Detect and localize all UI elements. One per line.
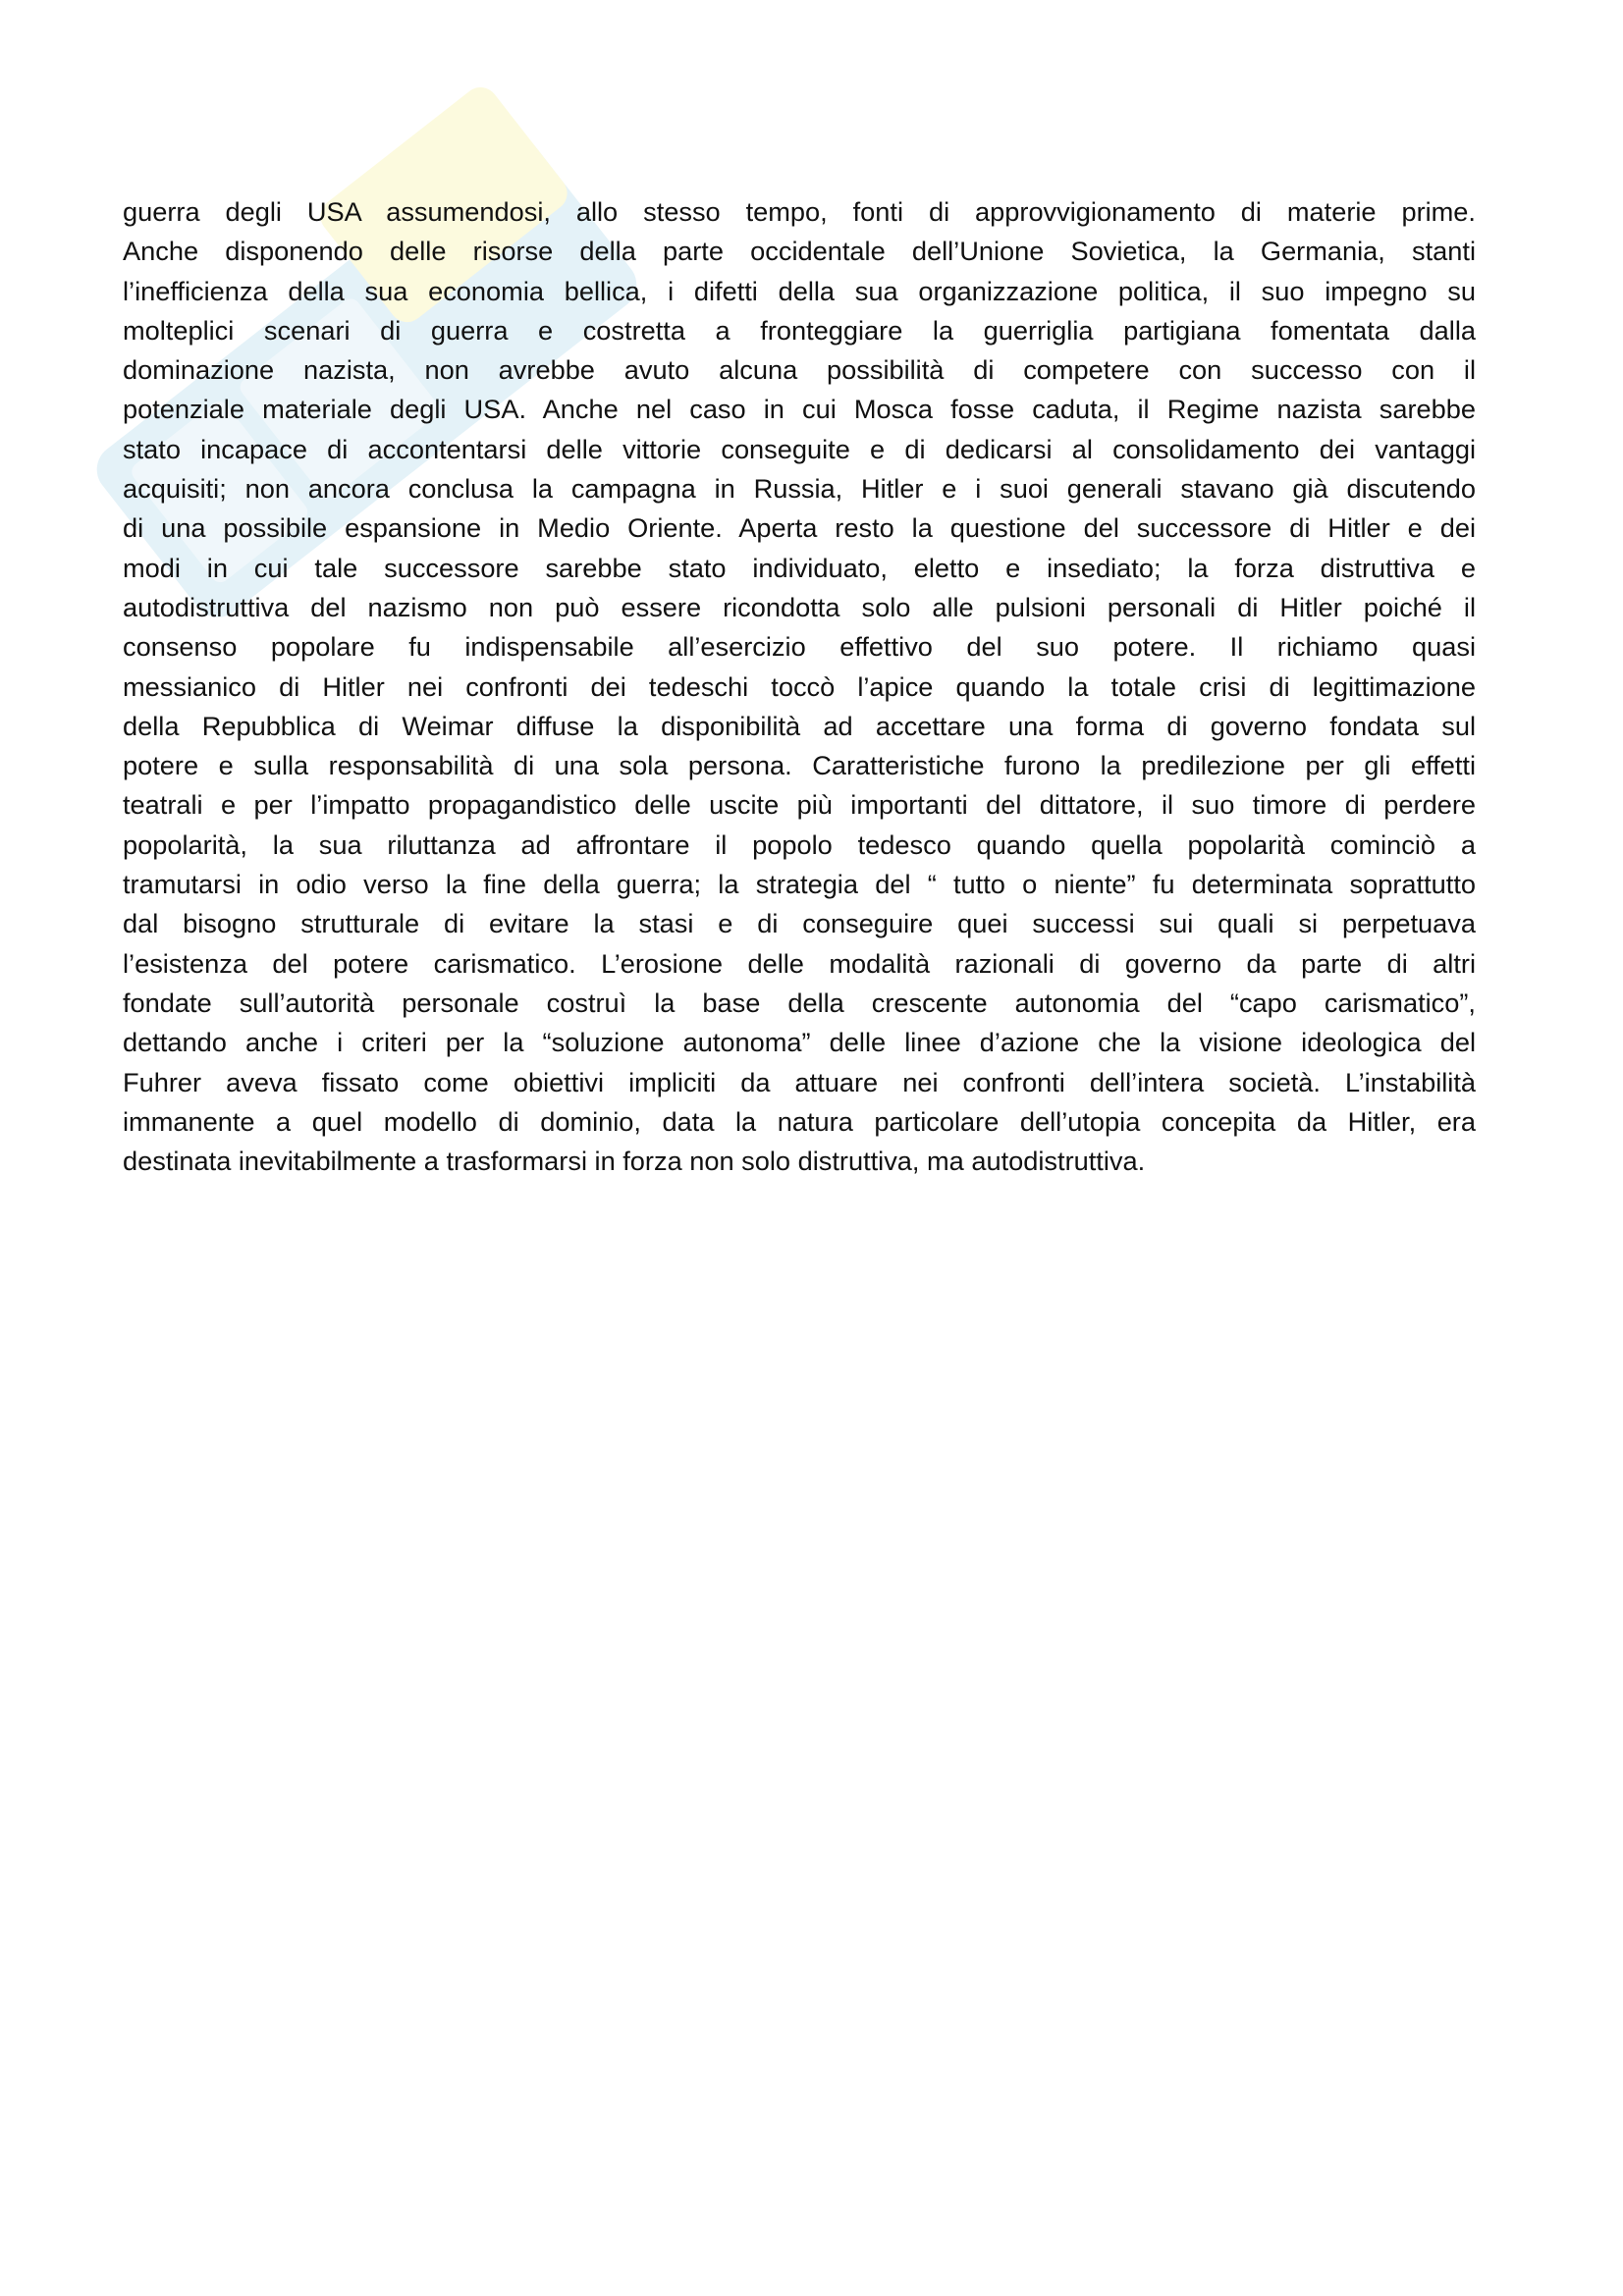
text-line: della Repubblica di Weimar diffuse la disponibilità ad accettare una forma di governo fondata sul	[123, 710, 1476, 741]
text-line: destinata inevitabilmente a trasformarsi in forza non solo distruttiva, ma autodistruttiva.	[123, 1146, 1146, 1177]
text-line: stato incapace di accontentarsi delle vittorie conseguite e di dedicarsi al consolidamento dei vantaggi	[123, 433, 1476, 464]
text-line: acquisiti; non ancora conclusa la campagna in Russia, Hitler e i suoi generali stavano già discutendo	[123, 473, 1476, 505]
text-line: consenso popolare fu indispensabile all’esercizio effettivo del suo potere. Il richiamo quasi	[123, 631, 1476, 663]
text-line: potere e sulla responsabilità di una sola persona. Caratteristiche furono la predilezione per gli effetti	[123, 750, 1476, 781]
text-line: messianico di Hitler nei confronti dei tedeschi toccò l’apice quando la totale crisi di legittimazione	[123, 670, 1476, 702]
text-line: tramutarsi in odio verso la fine della guerra; la strategia del “ tutto o niente” fu determinata soprattutto	[123, 869, 1476, 900]
text-line: l’inefficienza della sua economia bellica, i difetti della sua organizzazione politica, il suo impegno su	[123, 275, 1476, 306]
text-line: popolarità, la sua riluttanza ad affrontare il popolo tedesco quando quella popolarità cominciò a	[123, 828, 1476, 860]
text-line: modi in cui tale successore sarebbe stato individuato, eletto e insediato; la forza distruttiva e	[123, 552, 1476, 583]
text-line: Anche disponendo delle risorse della parte occidentale dell’Unione Sovietica, la Germania, stanti	[123, 236, 1476, 267]
text-line: dominazione nazista, non avrebbe avuto alcuna possibilità di competere con successo con il	[123, 354, 1476, 386]
text-line: immanente a quel modello di dominio, data la natura particolare dell’utopia concepita da Hitler, era	[123, 1105, 1476, 1137]
text-line: molteplici scenari di guerra e costretta a fronteggiare la guerriglia partigiana fomentata dalla	[123, 314, 1476, 346]
text-line: fondate sull’autorità personale costruì la base della crescente autonomia del “capo carismatico”,	[123, 987, 1476, 1018]
text-line: l’esistenza del potere carismatico. L’erosione delle modalità razionali di governo da parte di altri	[123, 947, 1476, 979]
text-line: potenziale materiale degli USA. Anche nel caso in cui Mosca fosse caduta, il Regime nazista sarebbe	[123, 394, 1476, 425]
text-line: autodistruttiva del nazismo non può essere ricondotta solo alle pulsioni personali di Hitler poiché il	[123, 591, 1476, 622]
text-line: di una possibile espansione in Medio Oriente. Aperta resto la questione del successore di Hitler e dei	[123, 512, 1476, 544]
body-text	[123, 192, 1476, 1181]
text-line: Fuhrer aveva fissato come obiettivi impliciti da attuare nei confronti dell’intera società. L’instabilità	[123, 1066, 1476, 1097]
text-line: guerra degli USA assumendosi, allo stesso tempo, fonti di approvvigionamento di materie prime.	[123, 196, 1476, 227]
text-line: dal bisogno strutturale di evitare la stasi e di conseguire quei successi sui quali si perpetuava	[123, 908, 1476, 939]
text-line: teatrali e per l’impatto propagandistico delle uscite più importanti del dittatore, il suo timore di perdere	[123, 789, 1476, 821]
text-line: dettando anche i criteri per la “soluzione autonoma” delle linee d’azione che la visione ideologica del	[123, 1027, 1476, 1058]
